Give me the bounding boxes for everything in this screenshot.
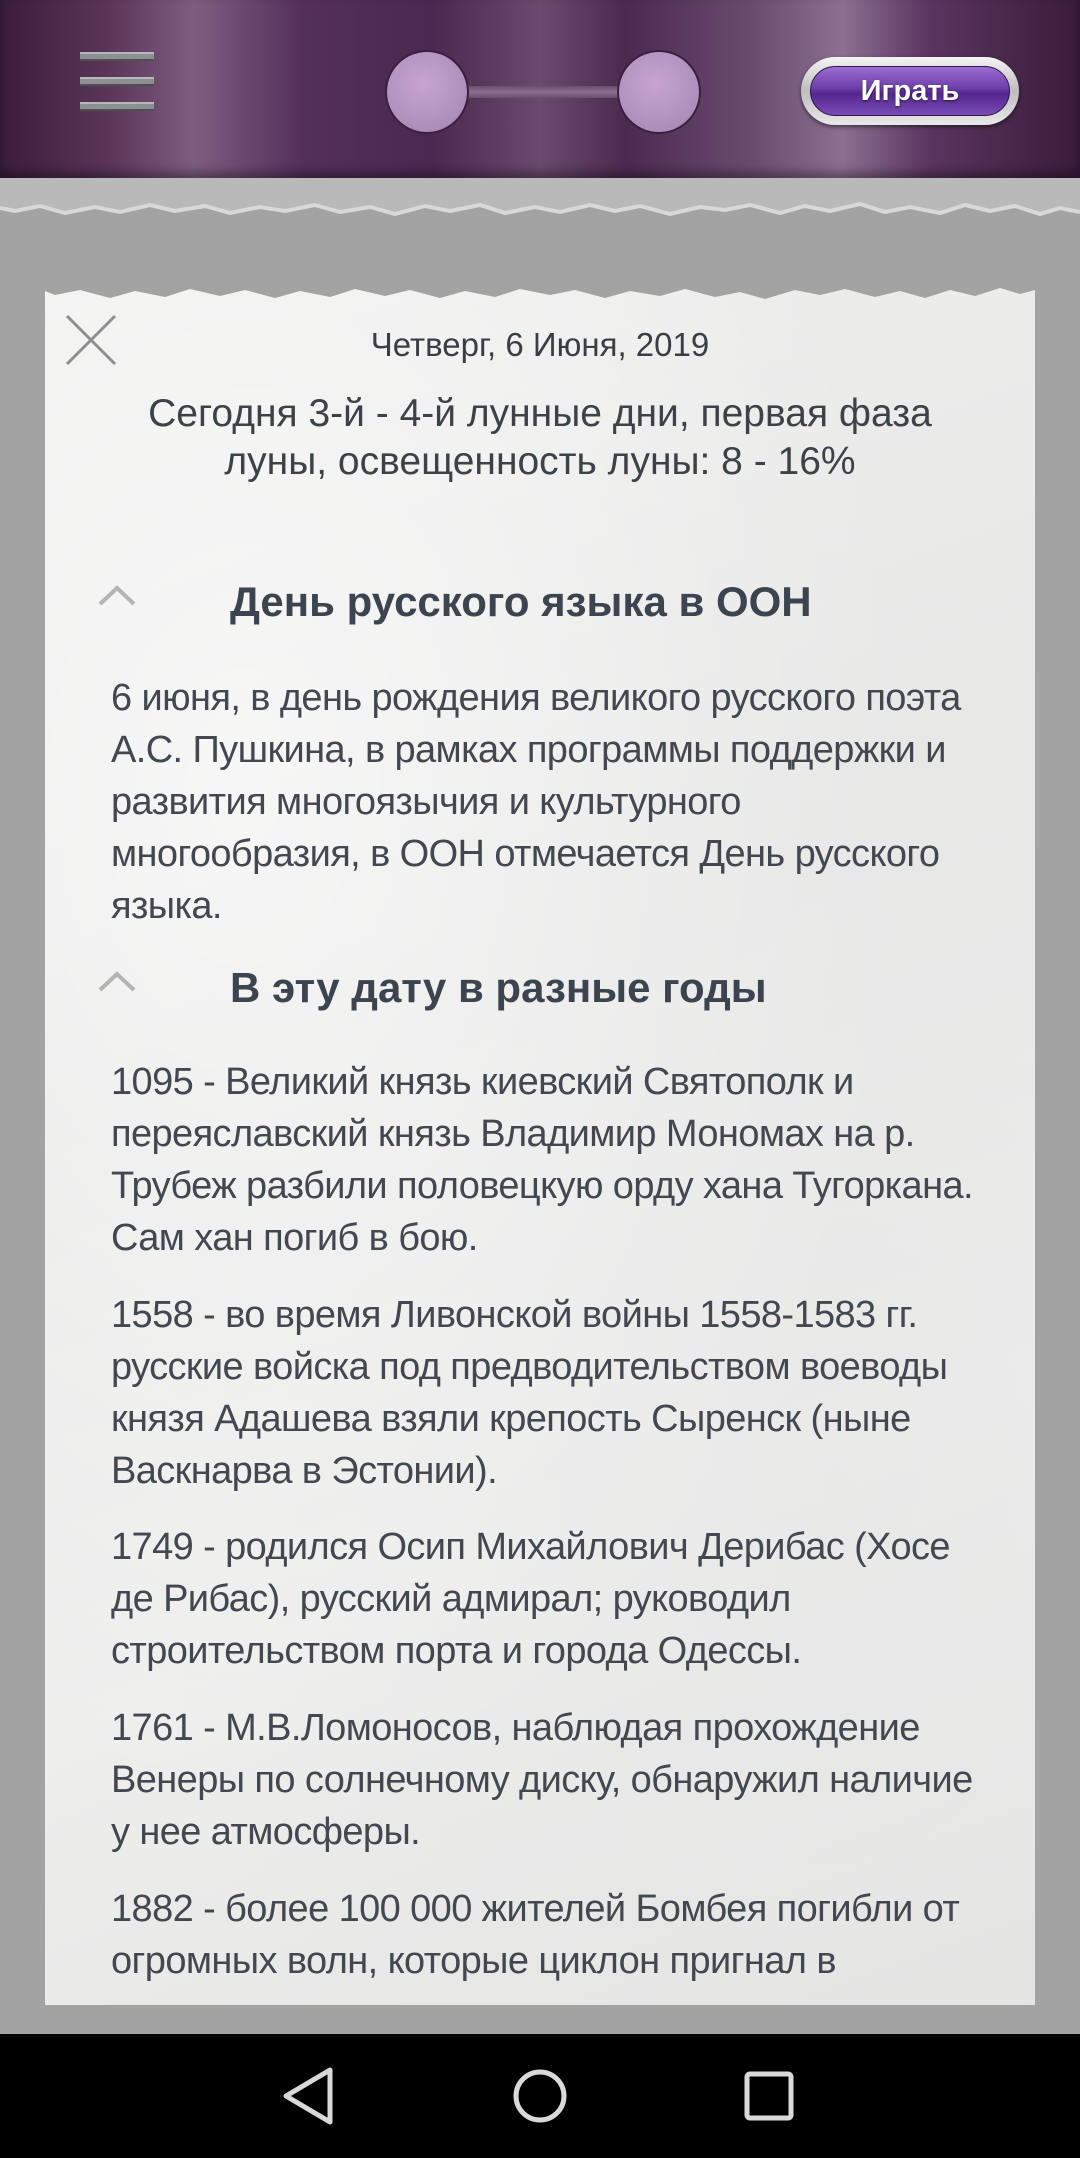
play-button-label: Играть: [810, 66, 1010, 116]
date-heading: Четверг, 6 Июня, 2019: [370, 326, 710, 363]
play-button[interactable]: [801, 57, 1019, 125]
holiday-description: 6 июня, в день рождения великого русского поэта А.С. Пушкина, в рамках программы поддержки и развития многоязычия и культурного многообразия, в ООН отмечается День русского языка.: [111, 677, 961, 927]
top-bar: [0, 0, 1080, 178]
event-item: 1761 - М.В.Ломоносов, наблюдая прохождение Венеры по солнечному диску, обнаружил наличие у нее атмосферы.: [111, 1707, 973, 1853]
calendar-card: [45, 278, 1035, 2005]
system-navigation-bar: [0, 2034, 1080, 2158]
moon-info: Сегодня 3-й - 4-й лунные дни, первая фаза луны, освещенность луны: 8 - 16%: [148, 392, 932, 483]
chevron-up-icon: [97, 968, 137, 994]
menu-line: [80, 102, 154, 111]
section-title: В эту дату в разные годы: [230, 964, 767, 1011]
section-title: День русского языка в ООН: [230, 578, 812, 625]
event-item: 1558 - во время Ливонской войны 1558-1583 гг. русские войска под предводительством воеводы князя Адашева взяли крепость Сыренск (ныне Васкнарва в Эстонии).: [111, 1294, 948, 1492]
menu-line: [80, 52, 154, 61]
range-slider-left-knob[interactable]: [385, 50, 469, 134]
section-header-holiday[interactable]: [45, 572, 1035, 632]
recent-apps-square-icon[interactable]: [733, 2060, 805, 2132]
event-item: 1882 - более 100 000 жителей Бомбея погибли от огромных волн, которые циклон пригнал в: [111, 1888, 960, 1982]
card-torn-edge: [45, 278, 1035, 312]
chevron-up-icon: [97, 582, 137, 608]
hamburger-menu-icon[interactable]: [80, 52, 154, 112]
range-slider-right-knob[interactable]: [617, 50, 701, 134]
torn-paper-strip: [0, 178, 1080, 238]
event-item: 1749 - родился Осип Михайлович Дерибас (Хосе де Рибас), русский адмирал; руководил строительством порта и города Одессы.: [111, 1526, 950, 1672]
back-triangle-icon[interactable]: [272, 2060, 344, 2132]
section-header-events[interactable]: [45, 958, 1035, 1018]
home-circle-icon[interactable]: [504, 2060, 576, 2132]
event-item: 1095 - Великий князь киевский Святополк и переяславский князь Владимир Мономах на р. Трубеж разбили половецкую орду хана Тугоркана. Сам хан погиб в бою.: [111, 1061, 973, 1259]
menu-line: [80, 77, 154, 86]
